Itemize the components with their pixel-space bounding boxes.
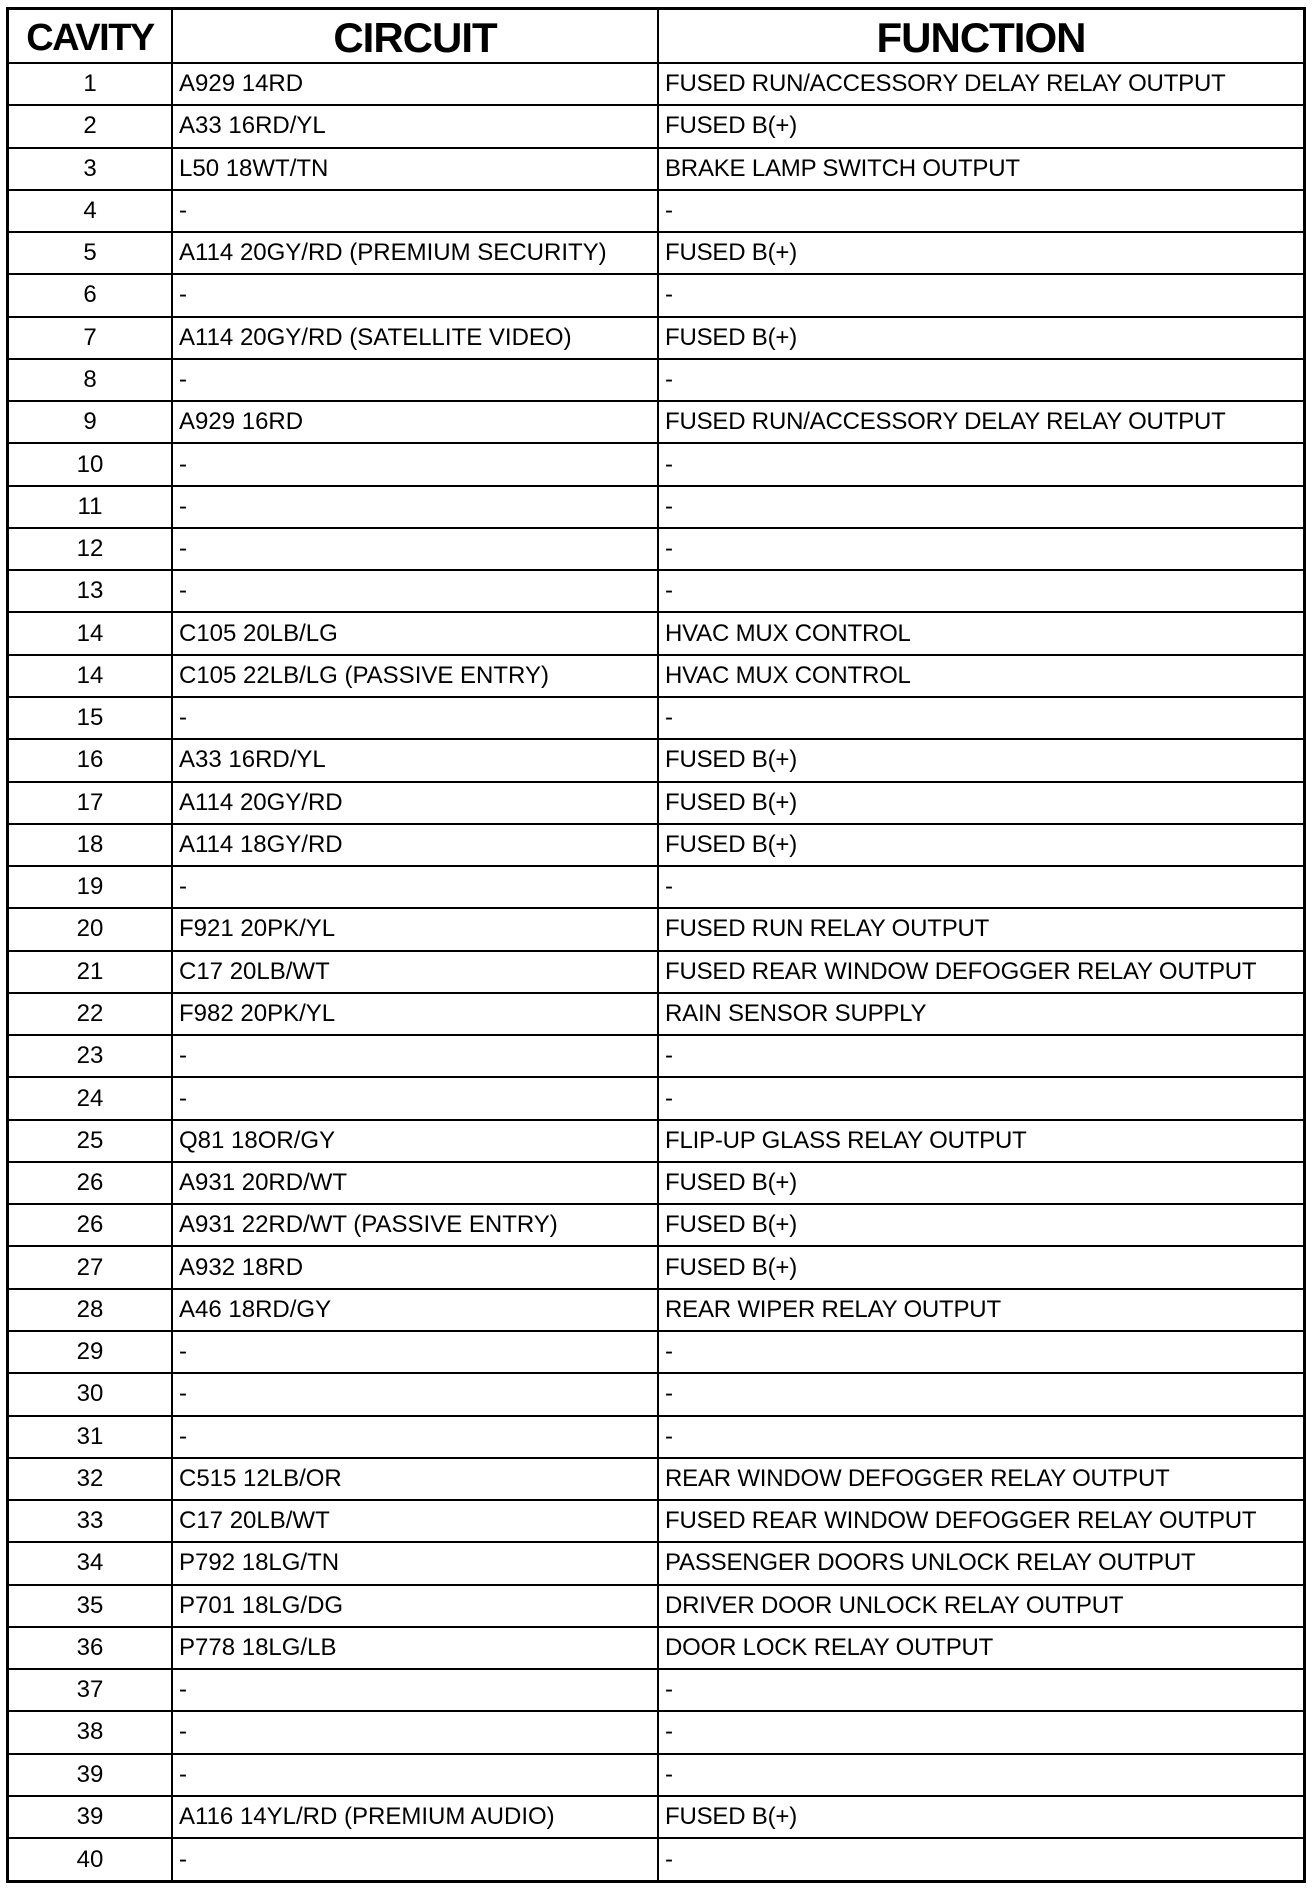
cavity-cell: 16 — [9, 739, 172, 781]
cavity-cell: 39 — [9, 1796, 172, 1838]
cavity-cell: 14 — [9, 655, 172, 697]
circuit-cell: A33 16RD/YL — [172, 739, 658, 781]
function-cell: FUSED RUN RELAY OUTPUT — [658, 908, 1303, 950]
table-row — [9, 697, 1303, 739]
table-row — [9, 951, 1303, 993]
table-row — [9, 63, 1303, 105]
table-row — [9, 1669, 1303, 1711]
table-row — [9, 1416, 1303, 1458]
cavity-cell: 39 — [9, 1754, 172, 1796]
circuit-cell: - — [172, 1711, 658, 1753]
cavity-cell: 35 — [9, 1585, 172, 1627]
connector-pinout-table — [9, 10, 1303, 1880]
circuit-cell: P792 18LG/TN — [172, 1542, 658, 1584]
cavity-cell: 21 — [9, 951, 172, 993]
circuit-cell: A114 20GY/RD (SATELLITE VIDEO) — [172, 317, 658, 359]
table-row — [9, 612, 1303, 654]
table-row — [9, 105, 1303, 147]
table-row — [9, 359, 1303, 401]
table-row — [9, 1500, 1303, 1542]
table-row — [9, 443, 1303, 485]
circuit-cell: - — [172, 486, 658, 528]
table-row — [9, 655, 1303, 697]
cavity-cell: 14 — [9, 612, 172, 654]
circuit-cell: C105 22LB/LG (PASSIVE ENTRY) — [172, 655, 658, 697]
table-row — [9, 1585, 1303, 1627]
table-row — [9, 866, 1303, 908]
function-cell: - — [658, 190, 1303, 232]
cavity-cell: 27 — [9, 1246, 172, 1288]
circuit-cell: - — [172, 443, 658, 485]
cavity-cell: 10 — [9, 443, 172, 485]
circuit-cell: - — [172, 697, 658, 739]
cavity-cell: 25 — [9, 1120, 172, 1162]
circuit-cell: C17 20LB/WT — [172, 1500, 658, 1542]
cavity-cell: 2 — [9, 105, 172, 147]
cavity-cell: 34 — [9, 1542, 172, 1584]
table-row — [9, 1458, 1303, 1500]
table-row — [9, 317, 1303, 359]
circuit-cell: A114 20GY/RD — [172, 782, 658, 824]
cavity-cell: 24 — [9, 1077, 172, 1119]
cavity-cell: 40 — [9, 1838, 172, 1880]
cavity-cell: 23 — [9, 1035, 172, 1077]
function-cell: - — [658, 1373, 1303, 1415]
function-cell: FUSED B(+) — [658, 317, 1303, 359]
function-cell: FUSED REAR WINDOW DEFOGGER RELAY OUTPUT — [658, 951, 1303, 993]
table-row — [9, 570, 1303, 612]
table-row — [9, 148, 1303, 190]
circuit-cell: - — [172, 359, 658, 401]
cavity-cell: 7 — [9, 317, 172, 359]
circuit-cell: - — [172, 1077, 658, 1119]
circuit-cell: A929 14RD — [172, 63, 658, 105]
function-cell: HVAC MUX CONTROL — [658, 612, 1303, 654]
circuit-cell: - — [172, 1416, 658, 1458]
function-cell: FUSED B(+) — [658, 1162, 1303, 1204]
circuit-cell: - — [172, 1373, 658, 1415]
cavity-column-header: CAVITY — [9, 10, 172, 63]
circuit-cell: - — [172, 570, 658, 612]
function-cell: - — [658, 1711, 1303, 1753]
cavity-cell: 13 — [9, 570, 172, 612]
function-cell: - — [658, 570, 1303, 612]
function-cell: FUSED B(+) — [658, 105, 1303, 147]
function-cell: FUSED B(+) — [658, 232, 1303, 274]
function-cell: - — [658, 486, 1303, 528]
table-row — [9, 232, 1303, 274]
function-cell: FUSED B(+) — [658, 1246, 1303, 1288]
circuit-cell: - — [172, 1035, 658, 1077]
circuit-cell: A33 16RD/YL — [172, 105, 658, 147]
table-row — [9, 1120, 1303, 1162]
function-cell: - — [658, 1077, 1303, 1119]
cavity-cell: 5 — [9, 232, 172, 274]
function-cell: BRAKE LAMP SWITCH OUTPUT — [658, 148, 1303, 190]
cavity-cell: 37 — [9, 1669, 172, 1711]
function-cell: FLIP-UP GLASS RELAY OUTPUT — [658, 1120, 1303, 1162]
function-cell: FUSED RUN/ACCESSORY DELAY RELAY OUTPUT — [658, 63, 1303, 105]
table-row — [9, 1204, 1303, 1246]
cavity-cell: 31 — [9, 1416, 172, 1458]
function-cell: FUSED B(+) — [658, 1204, 1303, 1246]
function-cell: - — [658, 1416, 1303, 1458]
connector-pinout-sheet — [6, 7, 1306, 1883]
circuit-cell: A931 20RD/WT — [172, 1162, 658, 1204]
circuit-cell: F982 20PK/YL — [172, 993, 658, 1035]
circuit-cell: - — [172, 1754, 658, 1796]
circuit-cell: - — [172, 1669, 658, 1711]
function-cell: REAR WINDOW DEFOGGER RELAY OUTPUT — [658, 1458, 1303, 1500]
table-row — [9, 908, 1303, 950]
circuit-cell: P778 18LG/LB — [172, 1627, 658, 1669]
table-row — [9, 1796, 1303, 1838]
cavity-cell: 28 — [9, 1289, 172, 1331]
function-cell: - — [658, 274, 1303, 316]
table-row — [9, 1711, 1303, 1753]
cavity-cell: 29 — [9, 1331, 172, 1373]
circuit-cell: - — [172, 866, 658, 908]
table-row — [9, 824, 1303, 866]
table-row — [9, 1627, 1303, 1669]
circuit-cell: C515 12LB/OR — [172, 1458, 658, 1500]
cavity-cell: 19 — [9, 866, 172, 908]
circuit-cell: F921 20PK/YL — [172, 908, 658, 950]
table-row — [9, 1542, 1303, 1584]
function-cell: - — [658, 1035, 1303, 1077]
function-cell: FUSED B(+) — [658, 782, 1303, 824]
function-cell: REAR WIPER RELAY OUTPUT — [658, 1289, 1303, 1331]
function-cell: - — [658, 1754, 1303, 1796]
circuit-cell: A932 18RD — [172, 1246, 658, 1288]
table-row — [9, 1754, 1303, 1796]
table-header — [9, 10, 1303, 63]
cavity-cell: 12 — [9, 528, 172, 570]
cavity-cell: 8 — [9, 359, 172, 401]
circuit-cell: A116 14YL/RD (PREMIUM AUDIO) — [172, 1796, 658, 1838]
cavity-cell: 18 — [9, 824, 172, 866]
table-row — [9, 1331, 1303, 1373]
circuit-cell: A114 20GY/RD (PREMIUM SECURITY) — [172, 232, 658, 274]
cavity-cell: 26 — [9, 1204, 172, 1246]
table-row — [9, 274, 1303, 316]
cavity-cell: 32 — [9, 1458, 172, 1500]
function-cell: - — [658, 1669, 1303, 1711]
function-cell: - — [658, 1331, 1303, 1373]
function-cell: FUSED B(+) — [658, 739, 1303, 781]
function-cell: RAIN SENSOR SUPPLY — [658, 993, 1303, 1035]
table-row — [9, 190, 1303, 232]
cavity-cell: 1 — [9, 63, 172, 105]
function-cell: FUSED REAR WINDOW DEFOGGER RELAY OUTPUT — [658, 1500, 1303, 1542]
function-cell: FUSED B(+) — [658, 824, 1303, 866]
cavity-cell: 30 — [9, 1373, 172, 1415]
function-cell: - — [658, 866, 1303, 908]
table-row — [9, 782, 1303, 824]
circuit-cell: Q81 18OR/GY — [172, 1120, 658, 1162]
cavity-cell: 33 — [9, 1500, 172, 1542]
circuit-cell: P701 18LG/DG — [172, 1585, 658, 1627]
function-cell: FUSED RUN/ACCESSORY DELAY RELAY OUTPUT — [658, 401, 1303, 443]
table-row — [9, 1838, 1303, 1880]
table-body — [9, 63, 1303, 1880]
cavity-cell: 11 — [9, 486, 172, 528]
circuit-cell: - — [172, 1838, 658, 1880]
cavity-cell: 36 — [9, 1627, 172, 1669]
function-cell: - — [658, 528, 1303, 570]
function-cell: - — [658, 697, 1303, 739]
circuit-cell: - — [172, 1331, 658, 1373]
header-row — [9, 10, 1303, 63]
circuit-cell: C17 20LB/WT — [172, 951, 658, 993]
circuit-cell: A931 22RD/WT (PASSIVE ENTRY) — [172, 1204, 658, 1246]
function-cell: - — [658, 359, 1303, 401]
table-row — [9, 528, 1303, 570]
table-row — [9, 739, 1303, 781]
function-cell: DOOR LOCK RELAY OUTPUT — [658, 1627, 1303, 1669]
function-cell: FUSED B(+) — [658, 1796, 1303, 1838]
cavity-cell: 15 — [9, 697, 172, 739]
cavity-cell: 26 — [9, 1162, 172, 1204]
circuit-cell: A46 18RD/GY — [172, 1289, 658, 1331]
circuit-cell: L50 18WT/TN — [172, 148, 658, 190]
circuit-cell: A114 18GY/RD — [172, 824, 658, 866]
function-cell: HVAC MUX CONTROL — [658, 655, 1303, 697]
table-row — [9, 1162, 1303, 1204]
function-cell: DRIVER DOOR UNLOCK RELAY OUTPUT — [658, 1585, 1303, 1627]
cavity-cell: 38 — [9, 1711, 172, 1753]
circuit-cell: - — [172, 190, 658, 232]
circuit-cell: - — [172, 528, 658, 570]
function-cell: - — [658, 1838, 1303, 1880]
table-row — [9, 1373, 1303, 1415]
circuit-cell: C105 20LB/LG — [172, 612, 658, 654]
circuit-column-header: CIRCUIT — [172, 10, 658, 63]
cavity-cell: 6 — [9, 274, 172, 316]
table-row — [9, 1289, 1303, 1331]
cavity-cell: 3 — [9, 148, 172, 190]
cavity-cell: 20 — [9, 908, 172, 950]
cavity-cell: 22 — [9, 993, 172, 1035]
cavity-cell: 9 — [9, 401, 172, 443]
table-row — [9, 993, 1303, 1035]
function-cell: - — [658, 443, 1303, 485]
cavity-cell: 4 — [9, 190, 172, 232]
cavity-cell: 17 — [9, 782, 172, 824]
table-row — [9, 486, 1303, 528]
function-column-header: FUNCTION — [658, 10, 1303, 63]
circuit-cell: - — [172, 274, 658, 316]
table-row — [9, 1077, 1303, 1119]
table-row — [9, 401, 1303, 443]
table-row — [9, 1246, 1303, 1288]
table-row — [9, 1035, 1303, 1077]
function-cell: PASSENGER DOORS UNLOCK RELAY OUTPUT — [658, 1542, 1303, 1584]
circuit-cell: A929 16RD — [172, 401, 658, 443]
